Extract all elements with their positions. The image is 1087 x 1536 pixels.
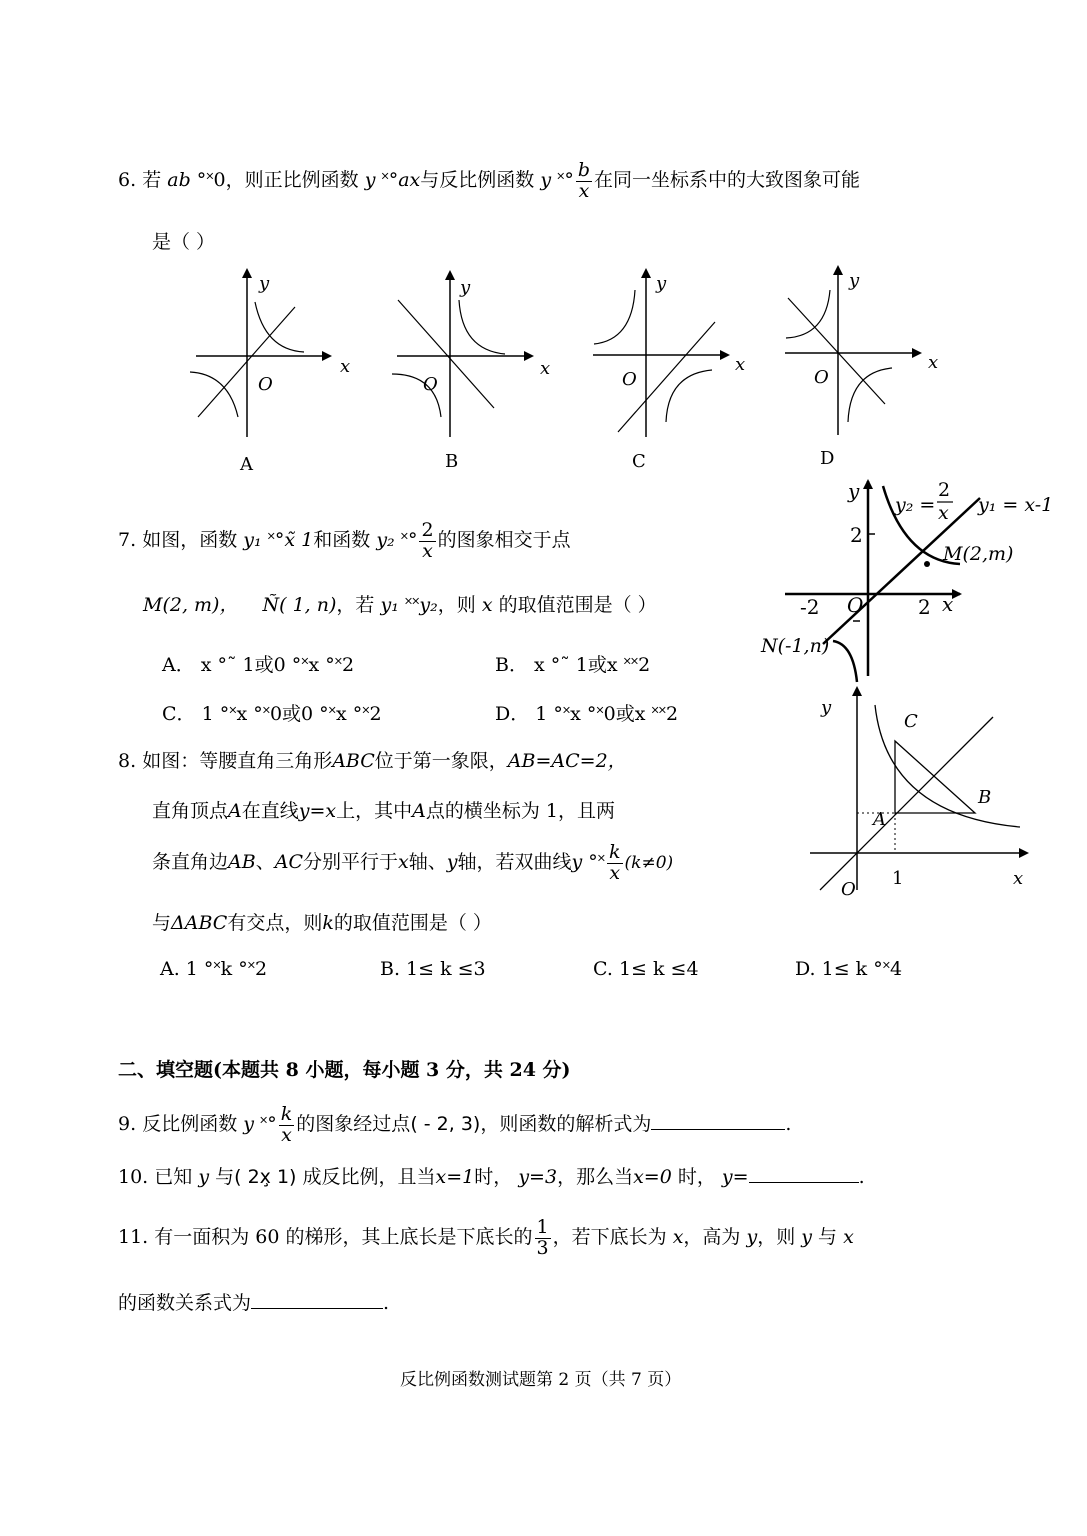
svg-text:C: C xyxy=(904,711,918,732)
graph-a-origin: O xyxy=(258,374,273,395)
q7-number: 7. xyxy=(118,529,137,551)
svg-text:y: y xyxy=(259,273,270,294)
q11-line2: 的函数关系式为 . xyxy=(118,1292,390,1314)
svg-text:x: x xyxy=(938,502,949,524)
svg-text:y: y xyxy=(656,273,667,294)
q10-number: 10. xyxy=(118,1166,149,1188)
q9-answer-blank[interactable] xyxy=(651,1111,785,1130)
q8-graph xyxy=(805,685,1045,900)
graph-a xyxy=(190,270,350,475)
q8-line3: 条直角边AB、AC分别平行于x轴、y轴，若双曲线y °˟ $\frac{k}{x}$ (k≠0) xyxy=(152,840,674,884)
svg-text:y: y xyxy=(849,270,860,291)
svg-text:y: y xyxy=(460,277,471,298)
svg-text:-2: -2 xyxy=(800,595,820,619)
q9-number: 9. xyxy=(118,1113,137,1135)
svg-text:O: O xyxy=(622,369,637,390)
svg-text:O: O xyxy=(814,367,829,388)
svg-text:x: x xyxy=(1013,868,1024,889)
q6-option-graphs xyxy=(180,262,960,477)
svg-text:2: 2 xyxy=(850,523,863,547)
svg-text:y₁ = x-1: y₁ = x-1 xyxy=(978,494,1054,516)
q6-line2: 是（ ） xyxy=(152,231,216,253)
svg-text:1: 1 xyxy=(892,868,904,889)
svg-text:x: x xyxy=(340,356,351,377)
svg-text:M(2,m): M(2,m) xyxy=(943,543,1014,565)
q8-line1: 8. 如图：等腰直角三角形ABC位于第一象限，AB=AC=2， xyxy=(118,750,627,772)
q8-option-b: B. 1≤ k ≤3 xyxy=(380,958,486,980)
q10-line: 10. 已知 y 与( 2x̧ 1) 成反比例，且当x=1时， y=3，那么当x=0 时， y= . xyxy=(118,1166,865,1188)
q11-fraction: $\frac{1}{3}$ xyxy=(536,1215,549,1259)
page-footer: 反比例函数测试题第 2 页（共 7 页） xyxy=(400,1370,682,1390)
q7-line2: M(2, m)， Ñ( 1, n)，若 y₁ ˟˟y₂，则 x 的取值范围是（ ） xyxy=(143,594,657,616)
option-label-a: A xyxy=(240,454,253,475)
svg-text:x: x xyxy=(928,352,939,373)
svg-text:A: A xyxy=(873,809,886,830)
q11-number: 11. xyxy=(118,1226,149,1248)
svg-text:y₂ =: y₂ = xyxy=(895,494,936,516)
svg-text:x: x xyxy=(735,354,746,375)
q7-line1: 7. 如图，函数 y₁ ˟°x̃ 1和函数 y₂ ˟° $\frac{2}{x}$ 的图象相交于点 xyxy=(118,518,571,562)
q8-number: 8. xyxy=(118,750,137,772)
q7-option-d: D． 1 °˟x °˟0或x ˟˟2 xyxy=(495,703,679,725)
q7-option-b: B． x °˜ 1或x ˟˟2 xyxy=(495,654,651,676)
q8-line4: 与ΔABC有交点，则k的取值范围是（ ） xyxy=(152,912,492,934)
svg-text:y: y xyxy=(821,697,832,718)
q9-line: 9. 反比例函数 y ˟° $\frac{k}{x}$ 的图象经过点( - 2, 3)，则函数的解析式为 . xyxy=(118,1102,792,1146)
q10-answer-blank[interactable] xyxy=(749,1164,859,1183)
q9-fraction: $\frac{k}{x}$ xyxy=(280,1102,293,1146)
section-2-title: 二、填空题(本题共 8 小题，每小题 3 分，共 24 分) xyxy=(118,1059,571,1081)
q11-answer-blank[interactable] xyxy=(251,1290,383,1309)
graph-b xyxy=(392,272,550,472)
svg-text:x: x xyxy=(540,358,551,379)
svg-text:B: B xyxy=(978,787,992,808)
svg-text:x: x xyxy=(942,592,954,616)
svg-text:y: y xyxy=(848,479,860,503)
svg-text:O: O xyxy=(841,879,856,900)
q8-line2: 直角顶点A在直线y=x上，其中A点的横坐标为 1，且两 xyxy=(152,800,616,822)
option-label-c: C xyxy=(632,451,646,472)
q11-line1: 11. 有一面积为 60 的梯形，其上底长是下底长的 $\frac{1}{3}$ ，若下底长为 x，高为 y，则 y 与 x xyxy=(118,1215,854,1259)
q7-option-c: C． 1 °˟x °˟0或0 °˟x °˟2 xyxy=(162,703,382,725)
svg-text:O: O xyxy=(847,593,864,617)
q7-option-a: A． x °˜ 1或0 °˟x °˟2 xyxy=(162,654,355,676)
option-label-d: D xyxy=(820,448,835,469)
graph-c xyxy=(593,270,745,472)
q6-fraction: $\frac{b}{x}$ xyxy=(577,158,591,202)
svg-text:2: 2 xyxy=(918,595,931,619)
q8-fraction: $\frac{k}{x}$ xyxy=(609,840,621,884)
svg-text:N(-1,n): N(-1,n) xyxy=(761,635,830,657)
q7-fraction: $\frac{2}{x}$ xyxy=(421,518,434,562)
q8-option-d: D. 1≤ k °˟4 xyxy=(795,958,903,980)
option-label-b: B xyxy=(445,451,459,472)
q7-graph xyxy=(755,476,1055,684)
svg-text:O: O xyxy=(423,374,438,395)
q8-option-c: C. 1≤ k ≤4 xyxy=(593,958,699,980)
graph-d xyxy=(785,267,938,469)
svg-text:2: 2 xyxy=(938,479,951,501)
q6-number: 6. xyxy=(118,169,137,191)
q6-line1: 6. 若 ab °˟0，则正比例函数 y ˟°ax与反比例函数 y ˟° $\frac{b}{x}$ 在同一坐标系中的大致图象可能 xyxy=(118,158,861,202)
q8-option-a: A. 1 °˟k °˟2 xyxy=(160,958,268,980)
